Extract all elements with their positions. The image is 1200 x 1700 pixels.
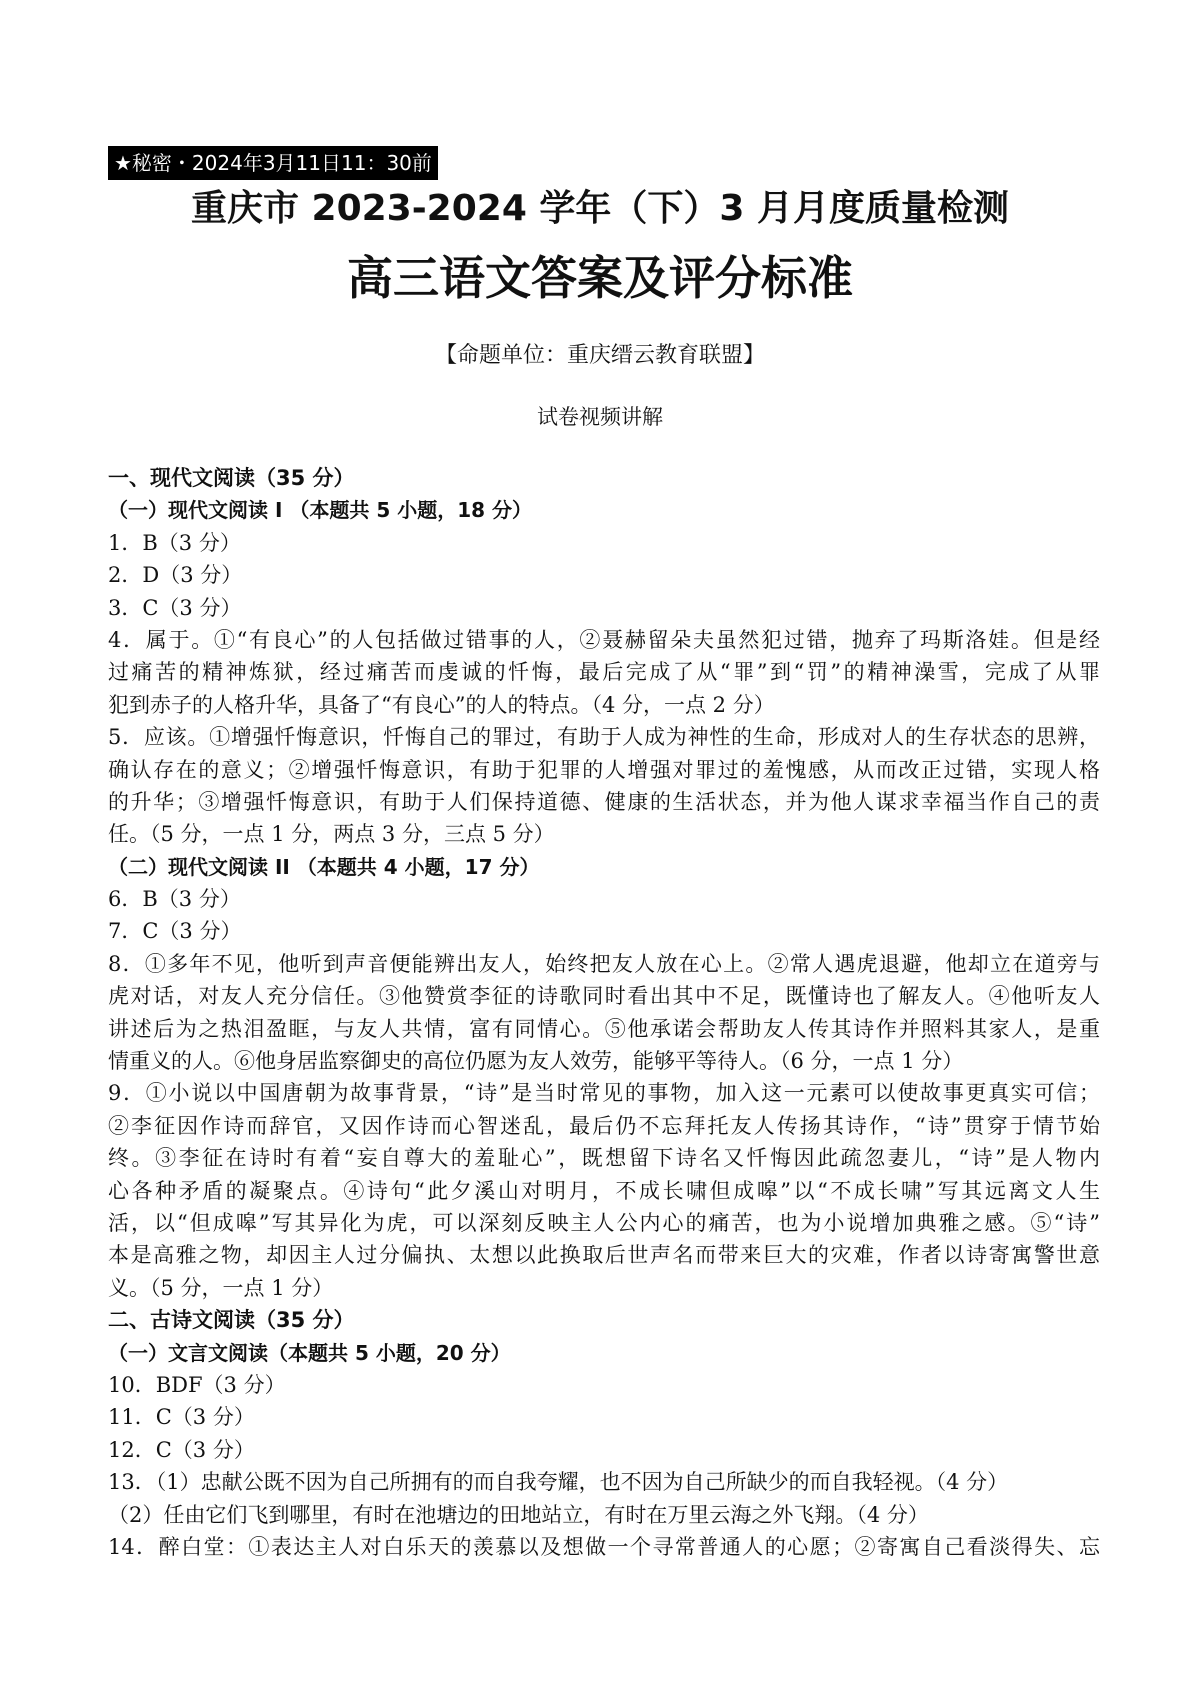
answer-line: 3．C（3 分） xyxy=(108,595,242,620)
issuing-unit: 【命题单位：重庆缙云教育联盟】 xyxy=(434,343,765,368)
answer-line: 6．B（3 分） xyxy=(108,887,241,912)
answer-line: 5．应该。①增强忏悔意识，忏悔自己的罪过，有助于人成为神性的生命，形成对人的生存状态的思辨， xyxy=(108,725,1100,750)
answer-line: 11．C（3 分） xyxy=(108,1405,255,1430)
subsection-heading: （一）文言文阅读（本题共 5 小题，20 分） xyxy=(108,1340,511,1365)
answer-line: 9．①小说以中国唐朝为故事背景，“诗”是当时常见的事物，加入这一元素可以使故事更真实可信； xyxy=(108,1081,1100,1106)
answer-line: 虎对话，对友人充分信任。③他赞赏李征的诗歌同时看出其中不足，既懂诗也了解友人。④他听友人 xyxy=(108,984,1100,1009)
answer-line: 7．C（3 分） xyxy=(108,919,242,944)
subsection-heading: （一）现代文阅读 I （本题共 5 小题，18 分） xyxy=(108,498,533,523)
answer-line: 2．D（3 分） xyxy=(108,563,243,588)
subsection-heading: （二）现代文阅读 II （本题共 4 小题，17 分） xyxy=(108,854,540,879)
answer-line: 义。（5 分，一点 1 分） xyxy=(108,1275,334,1300)
answer-line: 过痛苦的精神炼狱，经过痛苦而虔诚的忏悔，最后完成了从“罪”到“罚”的精神澡雪，完成了从罪 xyxy=(108,660,1100,685)
answer-line: 犯到赤子的人格升华，具备了“有良心”的人的特点。（4 分，一点 2 分） xyxy=(108,692,775,717)
exam-title: 重庆市 2023-2024 学年（下）3 月月度质量检测 xyxy=(191,188,1009,229)
answer-line: 任。（5 分，一点 1 分，两点 3 分，三点 5 分） xyxy=(108,822,555,847)
answer-line: （2）任由它们飞到哪里，有时在池塘边的田地站立，有时在万里云海之外飞翔。（4 分） xyxy=(108,1502,929,1527)
answer-line: 13．（1）忠献公既不因为自己所拥有的而自我夸耀，也不因为自己所缺少的而自我轻视。（4 分） xyxy=(108,1470,1009,1495)
answer-line: 情重义的人。⑥他身居监察御史的高位仍愿为友人效劳，能够平等待人。（6 分，一点 1 分） xyxy=(108,1049,964,1074)
answer-line: 终。③李征在诗时有着“妄自尊大的羞耻心”，既想留下诗名又忏悔因此疏忽妻儿，“诗”是人物内 xyxy=(108,1146,1100,1171)
answer-line: 本是高雅之物，却因主人过分偏执、太想以此换取后世声名而带来巨大的灾难，作者以诗寄寓警世意 xyxy=(108,1243,1100,1268)
answer-line: 8．①多年不见，他听到声音便能辨出友人，始终把友人放在心上。②常人遇虎退避，他却立在道旁与 xyxy=(108,951,1100,976)
answer-line: 心各种矛盾的凝聚点。④诗句“此夕溪山对明月，不成长啸但成嗥”以“不成长啸”写其远离文人生 xyxy=(108,1178,1100,1203)
answer-line: 讲述后为之热泪盈眶，与友人共情，富有同情心。⑤他承诺会帮助友人传其诗作并照料其家人，是重 xyxy=(108,1016,1100,1041)
section-heading: 二、古诗文阅读（35 分） xyxy=(108,1308,355,1333)
document-title: 高三语文答案及评分标准 xyxy=(347,251,853,305)
answer-line: 1．B（3 分） xyxy=(108,530,241,555)
answer-line: 14．醉白堂：①表达主人对白乐天的羡慕以及想做一个寻常普通人的心愿；②寄寓自己看淡得失、忘 xyxy=(108,1534,1100,1559)
answer-line: 的升华；③增强忏悔意识，有助于人们保持道德、健康的生活状态，并为他人谋求幸福当作自己的责 xyxy=(108,789,1100,814)
answer-content xyxy=(108,462,1100,1563)
confidential-label: ★秘密・2024年3月11日11：30前 xyxy=(108,146,438,180)
answer-line: 12．C（3 分） xyxy=(108,1437,255,1462)
answer-line: 确认存在的意义；②增强忏悔意识，有助于犯罪的人增强对罪过的羞愧感，从而改正过错，实现人格 xyxy=(108,757,1100,782)
answer-line: 4．属于。①“有良心”的人包括做过错事的人，②聂赫留朵夫虽然犯过错，抛弃了玛斯洛娃。但是经 xyxy=(108,627,1100,652)
answer-line: 活，以“但成嗥”写其异化为虎，可以深刻反映主人公内心的痛苦，也为小说增加典雅之感。⑤“诗” xyxy=(108,1210,1100,1235)
section-heading: 一、现代文阅读（35 分） xyxy=(108,466,355,490)
video-explanation-link[interactable]: 试卷视频讲解 xyxy=(537,405,663,429)
answer-line: 10．BDF（3 分） xyxy=(108,1372,286,1397)
answer-line: ②李征因作诗而辞官，又因作诗而心智迷乱，最后仍不忘拜托友人传扬其诗作，“诗”贯穿于情节始 xyxy=(108,1113,1100,1138)
